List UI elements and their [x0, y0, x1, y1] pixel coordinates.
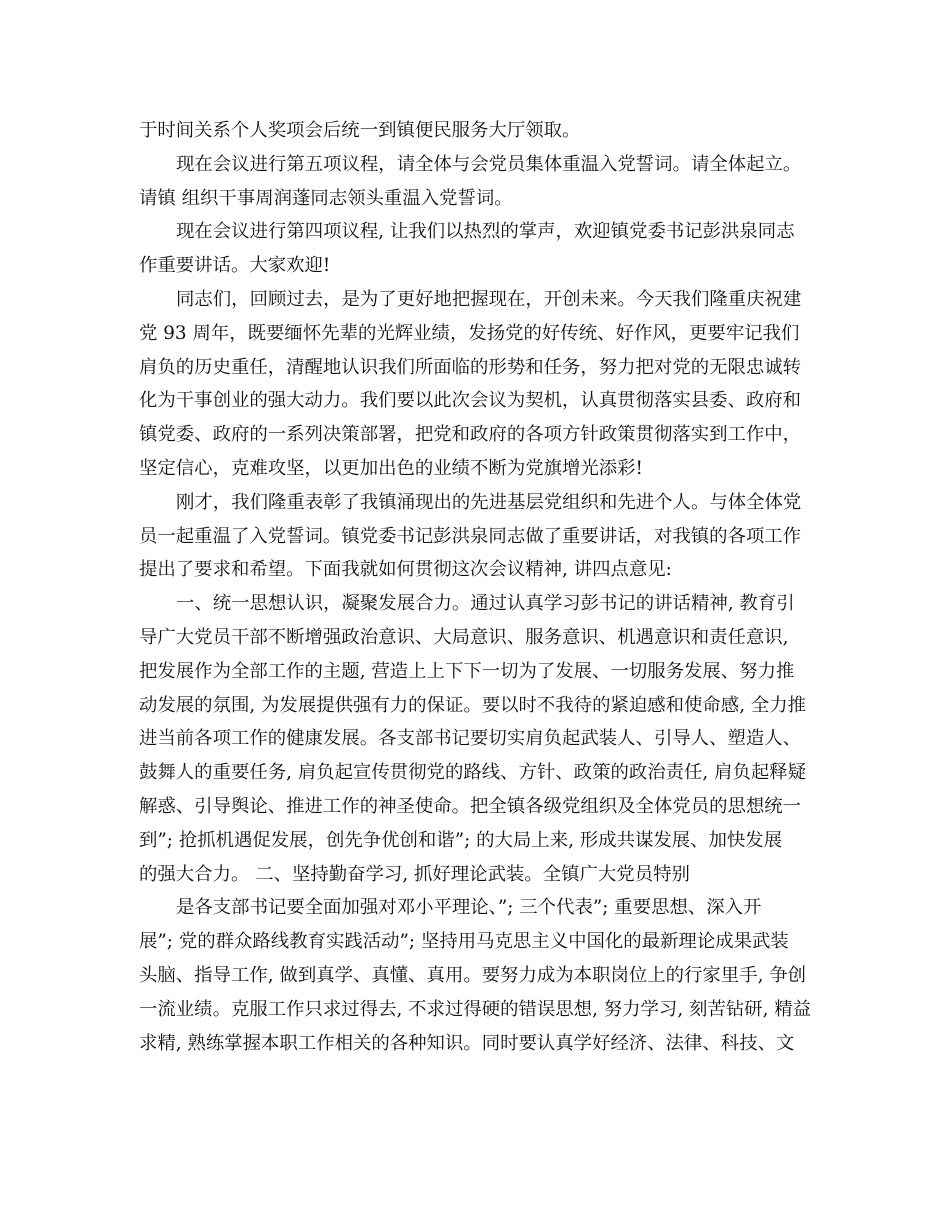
text-line: 肩负的历史重任，清醒地认识我们所面临的形势和任务，努力把对党的无限忠诚转: [139, 356, 802, 378]
text-line: 的强大合力。 二、坚持勤奋学习, 抓好理论武装。全镇广大党员特别: [139, 863, 690, 885]
text-line: 动发展的氛围, 为发展提供强有力的保证。要以时不我待的紧迫感和使命感, 全力推: [139, 694, 807, 716]
text-line: 把发展作为全部工作的主题, 营造上上下下一切为了发展、一切服务发展、努力推: [139, 660, 795, 682]
document-body: [139, 114, 816, 1060]
text-line: 现在会议进行第五项议程，请全体与会党员集体重温入党誓词。请全体起立。: [176, 153, 802, 175]
text-line: 化为干事创业的强大动力。我们要以此次会议为契机，认真贯彻落实县委、政府和: [139, 390, 802, 412]
text-line: 作重要讲话。大家欢迎!: [139, 255, 331, 277]
text-line: 员一起重温了入党誓词。镇党委书记彭洪泉同志做了重要讲话，对我镇的各项工作: [139, 525, 802, 547]
text-line: 展”; 党的群众路线教育实践活动”; 坚持用马克思主义中国化的最新理论成果武装: [139, 931, 789, 953]
text-line: 到”; 抢抓机遇促发展，创先争优创和谐”; 的大局上来, 形成共谋发展、加快发展: [139, 829, 783, 851]
text-line: 于时间关系个人奖项会后统一到镇便民服务大厅领取。: [139, 120, 581, 141]
text-line: 党 93 周年，既要缅怀先辈的光辉业绩，发扬党的好传统、好作风，更要牢记我们: [139, 322, 800, 344]
text-line: 鼓舞人的重要任务, 肩负起宣传贯彻党的路线、方针、政策的政治责任, 肩负起释疑: [139, 762, 807, 784]
text-line: 一流业绩。克服工作只求过得去, 不求过得硬的错误思想, 努力学习, 刻苦钻研, 精益: [139, 998, 812, 1020]
text-line: 坚定信心，克难攻坚，以更加出色的业绩不断为党旗增光添彩!: [139, 457, 643, 479]
text-line: 请镇 组织干事周润蓬同志领头重温入党誓词。: [139, 187, 513, 209]
text-line: 是各支部书记要全面加强对邓小平理论、”; 三个代表”; 重要思想、深入开: [176, 897, 762, 919]
text-line: 镇党委、政府的一系列决策部署，把党和政府的各项方针政策贯彻落实到工作中，: [139, 424, 802, 446]
text-line: 进当前各项工作的健康发展。各支部书记要切实肩负起武装人、引导人、塑造人、: [139, 728, 802, 750]
text-line: 头脑、指导工作, 做到真学、真懂、真用。要努力成为本职岗位上的行家里手, 争创: [139, 964, 807, 986]
text-line: 解惑、引导舆论、推进工作的神圣使命。把全镇各级党组织及全体党员的思想统一: [139, 795, 802, 817]
text-line: 现在会议进行第四项议程, 让我们以热烈的掌声，欢迎镇党委书记彭洪泉同志: [176, 221, 795, 243]
text-line: 刚才，我们隆重表彰了我镇涌现出的先进基层党组织和先进个人。与体全体党: [176, 491, 802, 513]
text-line: 提出了要求和希望。下面我就如何贯彻这次会议精神, 讲四点意见:: [139, 559, 672, 581]
text-line: 导广大党员干部不断增强政治意识、大局意识、服务意识、机遇意识和责任意识,: [139, 626, 789, 648]
text-line: 一、统一思想认识，凝聚发展合力。通过认真学习彭书记的讲话精神, 教育引: [176, 593, 795, 615]
text-line: 求精, 熟练掌握本职工作相关的各种知识。同时要认真学好经济、法律、科技、文: [139, 1032, 795, 1054]
text-line: 同志们，回顾过去，是为了更好地把握现在，开创未来。今天我们隆重庆祝建: [176, 288, 802, 310]
